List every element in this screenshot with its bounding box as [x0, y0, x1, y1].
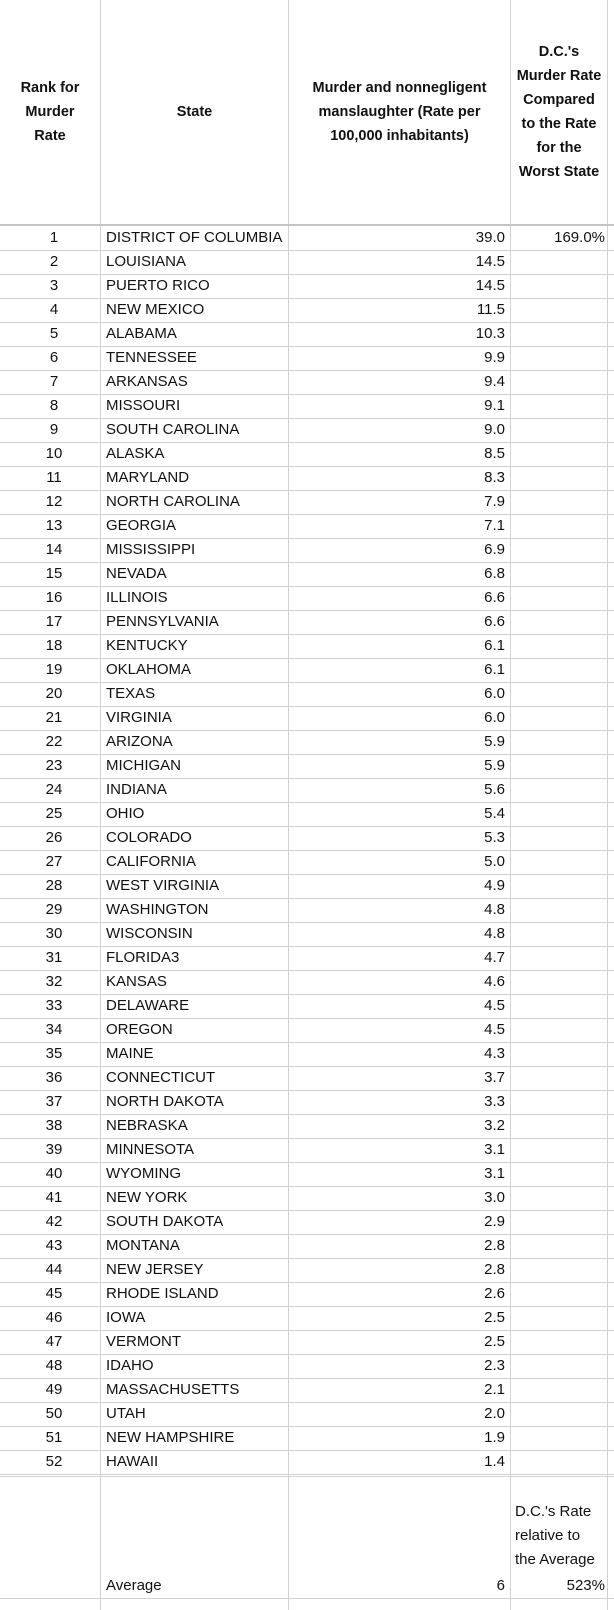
- table-cell-state: VERMONT: [106, 1333, 181, 1350]
- table-cell-rank: 40: [45, 1165, 63, 1182]
- table-cell-rate: 1.4: [484, 1453, 505, 1470]
- summary-value: 6: [496, 1577, 505, 1594]
- table-cell-state: TEXAS: [106, 685, 156, 702]
- table-cell-ratio: [513, 394, 605, 418]
- table-cell-state: WYOMING: [106, 1165, 181, 1182]
- table-cell-rank: 49: [45, 1381, 63, 1398]
- table-cell-rate: 1.9: [484, 1429, 505, 1446]
- table-cell-state: NEBRASKA: [106, 1117, 188, 1134]
- table-cell-ratio: [513, 850, 605, 874]
- table-cell-ratio: 169.0%: [554, 229, 605, 246]
- column-divider: [607, 0, 608, 1610]
- table-cell-state: MONTANA: [106, 1237, 180, 1254]
- row-divider: [0, 1598, 614, 1599]
- table-cell-rank: 24: [45, 781, 63, 798]
- table-cell-state: UTAH: [106, 1405, 146, 1422]
- table-cell-ratio: [513, 274, 605, 298]
- table-cell-rate: 4.9: [484, 877, 505, 894]
- summary-label: Average: [106, 1577, 162, 1594]
- table-cell-rank: 3: [49, 277, 59, 294]
- table-cell-ratio: [513, 418, 605, 442]
- table-cell-state: FLORIDA3: [106, 949, 180, 966]
- table-cell-state: CALIFORNIA: [106, 853, 197, 870]
- table-cell-rank: 51: [45, 1429, 63, 1446]
- table-cell-state: KANSAS: [106, 973, 167, 990]
- table-cell-rate: 3.2: [484, 1117, 505, 1134]
- table-cell-rank: 19: [45, 661, 63, 678]
- table-cell-ratio: [513, 898, 605, 922]
- table-cell-rank: 16: [45, 589, 63, 606]
- table-cell-rate: 3.7: [484, 1069, 505, 1086]
- table-cell-state: OHIO: [106, 805, 145, 822]
- table-cell-rate: 14.5: [475, 277, 505, 294]
- table-cell-rate: 9.4: [484, 373, 505, 390]
- table-cell-rate: 2.3: [484, 1357, 505, 1374]
- table-cell-state: DELAWARE: [106, 997, 190, 1014]
- table-cell-ratio: [513, 1162, 605, 1186]
- table-cell-rank: 18: [45, 637, 63, 654]
- table-cell-rate: 6.6: [484, 613, 505, 630]
- table-cell-ratio: [513, 298, 605, 322]
- table-cell-rate: 5.0: [484, 853, 505, 870]
- column-divider: [100, 0, 101, 1610]
- table-cell-ratio: [513, 922, 605, 946]
- table-cell-rate: 5.9: [484, 757, 505, 774]
- table-cell-rate: 5.3: [484, 829, 505, 846]
- table-cell-rank: 21: [45, 709, 63, 726]
- table-cell-state: ARKANSAS: [106, 373, 188, 390]
- table-cell-state: PUERTO RICO: [106, 277, 210, 294]
- table-cell-rate: 7.9: [484, 493, 505, 510]
- table-cell-rate: 2.8: [484, 1237, 505, 1254]
- table-cell-rank: 46: [45, 1309, 63, 1326]
- header-rank: Rank for Murder Rate: [20, 80, 80, 144]
- table-cell-rate: 2.5: [484, 1309, 505, 1326]
- table-cell-state: SOUTH DAKOTA: [106, 1213, 224, 1230]
- table-cell-ratio: [513, 514, 605, 538]
- table-cell-state: MARYLAND: [106, 469, 190, 486]
- table-cell-rank: 50: [45, 1405, 63, 1422]
- table-cell-state: HAWAII: [106, 1453, 159, 1470]
- table-cell-rate: 9.1: [484, 397, 505, 414]
- table-cell-rate: 4.6: [484, 973, 505, 990]
- table-cell-ratio: [513, 466, 605, 490]
- table-cell-rank: 11: [46, 469, 62, 486]
- table-cell-ratio: [513, 1426, 605, 1450]
- table-cell-ratio: [513, 1042, 605, 1066]
- table-cell-rank: 23: [45, 757, 63, 774]
- table-cell-ratio: [513, 1306, 605, 1330]
- table-cell-ratio: [513, 682, 605, 706]
- table-cell-rate: 4.8: [484, 901, 505, 918]
- table-cell-ratio: [513, 1090, 605, 1114]
- table-cell-rank: 1: [49, 229, 59, 246]
- table-cell-state: ARIZONA: [106, 733, 173, 750]
- table-cell-rank: 47: [45, 1333, 63, 1350]
- table-cell-state: ALABAMA: [106, 325, 177, 342]
- table-cell-rank: 39: [45, 1141, 63, 1158]
- table-cell-ratio: [513, 442, 605, 466]
- table-cell-ratio: [513, 730, 605, 754]
- table-cell-state: COLORADO: [106, 829, 192, 846]
- table-cell-rate: 5.9: [484, 733, 505, 750]
- row-divider: [0, 1476, 614, 1477]
- table-cell-state: DISTRICT OF COLUMBIA: [106, 229, 283, 246]
- table-cell-ratio: [513, 562, 605, 586]
- table-cell-state: INDIANA: [106, 781, 167, 798]
- table-cell-rank: 10: [45, 445, 63, 462]
- table-cell-rate: 5.6: [484, 781, 505, 798]
- table-cell-rank: 8: [49, 397, 59, 414]
- table-cell-state: CONNECTICUT: [106, 1069, 216, 1086]
- table-cell-ratio: [513, 346, 605, 370]
- table-cell-rate: 3.3: [484, 1093, 505, 1110]
- table-cell-rank: 36: [45, 1069, 63, 1086]
- table-cell-rank: 20: [45, 685, 63, 702]
- table-cell-ratio: [513, 1282, 605, 1306]
- table-cell-rate: 2.9: [484, 1213, 505, 1230]
- header-rate: Murder and nonnegligent manslaughter (Rate per 100,000 inhabitants): [312, 80, 487, 144]
- header-state: State: [176, 104, 213, 120]
- table-cell-state: LOUISIANA: [106, 253, 187, 270]
- table-cell-state: MICHIGAN: [106, 757, 181, 774]
- table-cell-ratio: [513, 994, 605, 1018]
- table-cell-state: OKLAHOMA: [106, 661, 192, 678]
- table-cell-state: MASSACHUSETTS: [106, 1381, 240, 1398]
- table-cell-state: NORTH CAROLINA: [106, 493, 240, 510]
- table-cell-rank: 6: [49, 349, 59, 366]
- table-cell-rank: 15: [45, 565, 63, 582]
- table-cell-state: IDAHO: [106, 1357, 154, 1374]
- table-cell-rank: 17: [45, 613, 63, 630]
- table-cell-rank: 48: [45, 1357, 63, 1374]
- table-cell-ratio: [513, 250, 605, 274]
- table-cell-state: WASHINGTON: [106, 901, 209, 918]
- table-cell-rate: 8.5: [484, 445, 505, 462]
- table-cell-ratio: [513, 874, 605, 898]
- table-cell-ratio: [513, 322, 605, 346]
- table-cell-state: MAINE: [106, 1045, 154, 1062]
- table-cell-ratio: [513, 802, 605, 826]
- table-cell-rate: 2.8: [484, 1261, 505, 1278]
- table-cell-rate: 4.3: [484, 1045, 505, 1062]
- table-cell-ratio: [513, 1138, 605, 1162]
- table-cell-ratio: [513, 1018, 605, 1042]
- table-cell-ratio: [513, 754, 605, 778]
- table-cell-rate: 6.8: [484, 565, 505, 582]
- table-cell-rate: 4.5: [484, 997, 505, 1014]
- table-cell-ratio: [513, 610, 605, 634]
- table-cell-rate: 2.6: [484, 1285, 505, 1302]
- table-cell-rate: 39.0: [475, 229, 505, 246]
- table-cell-ratio: [513, 1210, 605, 1234]
- table-cell-rate: 2.0: [484, 1405, 505, 1422]
- table-cell-ratio: [513, 826, 605, 850]
- table-cell-ratio: [513, 634, 605, 658]
- table-cell-rank: 27: [45, 853, 63, 870]
- table-cell-state: RHODE ISLAND: [106, 1285, 219, 1302]
- table-cell-state: KENTUCKY: [106, 637, 188, 654]
- table-cell-rate: 4.5: [484, 1021, 505, 1038]
- header-ratio: D.C.'s Murder Rate Compared to the Rate for the Worst State: [516, 44, 602, 180]
- table-cell-state: ALASKA: [106, 445, 165, 462]
- table-cell-state: GEORGIA: [106, 517, 177, 534]
- table-cell-ratio: [513, 1354, 605, 1378]
- table-cell-rank: 29: [45, 901, 63, 918]
- table-cell-rank: 42: [45, 1213, 63, 1230]
- table-cell-rank: 26: [45, 829, 63, 846]
- table-cell-rank: 4: [49, 301, 59, 318]
- table-cell-ratio: [513, 1258, 605, 1282]
- table-cell-rate: 6.6: [484, 589, 505, 606]
- table-cell-state: MINNESOTA: [106, 1141, 195, 1158]
- table-cell-state: WEST VIRGINIA: [106, 877, 220, 894]
- table-cell-state: SOUTH CAROLINA: [106, 421, 240, 438]
- table-cell-rate: 9.9: [484, 349, 505, 366]
- table-cell-rank: 41: [45, 1189, 63, 1206]
- table-cell-rank: 13: [45, 517, 63, 534]
- table-cell-rate: 10.3: [475, 325, 505, 342]
- table-cell-rate: 2.1: [484, 1381, 505, 1398]
- table-cell-ratio: [513, 1234, 605, 1258]
- table-cell-rate: 6.0: [484, 709, 505, 726]
- table-cell-rank: 14: [45, 541, 63, 558]
- table-cell-rate: 6.1: [484, 637, 505, 654]
- summary-note: D.C.'s Rate relative to the Average: [515, 1503, 595, 1568]
- table-cell-state: TENNESSEE: [106, 349, 197, 366]
- table-cell-state: OREGON: [106, 1021, 173, 1038]
- table-cell-rank: 25: [45, 805, 63, 822]
- table-cell-state: VIRGINIA: [106, 709, 172, 726]
- table-cell-rank: 5: [49, 325, 59, 342]
- table-cell-state: NEW JERSEY: [106, 1261, 204, 1278]
- table-cell-rate: 3.1: [484, 1165, 505, 1182]
- table-cell-rank: 44: [45, 1261, 63, 1278]
- table-cell-state: NEW MEXICO: [106, 301, 205, 318]
- table-cell-ratio: [513, 970, 605, 994]
- column-divider: [510, 0, 511, 1610]
- table-cell-state: NEW HAMPSHIRE: [106, 1429, 235, 1446]
- table-cell-state: PENNSYLVANIA: [106, 613, 219, 630]
- table-cell-rate: 4.8: [484, 925, 505, 942]
- table-cell-state: IOWA: [106, 1309, 146, 1326]
- table-cell-ratio: [513, 946, 605, 970]
- table-cell-rate: 6.1: [484, 661, 505, 678]
- table-cell-ratio: [513, 490, 605, 514]
- table-cell-rank: 45: [45, 1285, 63, 1302]
- table-cell-rank: 7: [49, 373, 59, 390]
- table-cell-rank: 12: [45, 493, 63, 510]
- table-cell-ratio: [513, 658, 605, 682]
- table-cell-ratio: [513, 778, 605, 802]
- row-divider: [0, 1474, 614, 1475]
- table-cell-rank: 35: [45, 1045, 63, 1062]
- table-cell-rank: 32: [45, 973, 63, 990]
- table-cell-rate: 3.1: [484, 1141, 505, 1158]
- table-cell-rank: 33: [45, 997, 63, 1014]
- table-cell-ratio: [513, 706, 605, 730]
- table-cell-rank: 43: [45, 1237, 63, 1254]
- table-cell-rate: 2.5: [484, 1333, 505, 1350]
- table-cell-rate: 14.5: [475, 253, 505, 270]
- table-cell-rank: 2: [49, 253, 59, 270]
- table-cell-state: NEVADA: [106, 565, 167, 582]
- table-cell-state: WISCONSIN: [106, 925, 193, 942]
- table-cell-ratio: [513, 586, 605, 610]
- summary-ratio: 523%: [566, 1577, 605, 1594]
- table-cell-rate: 5.4: [484, 805, 505, 822]
- table-cell-rank: 37: [45, 1093, 63, 1110]
- table-cell-rank: 52: [45, 1453, 63, 1470]
- table-cell-rank: 30: [45, 925, 63, 942]
- table-cell-rate: 6.0: [484, 685, 505, 702]
- table-cell-rank: 28: [45, 877, 63, 894]
- table-cell-ratio: [513, 1378, 605, 1402]
- table-cell-rank: 9: [49, 421, 59, 438]
- table-cell-ratio: [513, 1330, 605, 1354]
- table-cell-state: NEW YORK: [106, 1189, 188, 1206]
- table-cell-ratio: [513, 538, 605, 562]
- table-cell-ratio: [513, 1186, 605, 1210]
- table-cell-ratio: [513, 1402, 605, 1426]
- table-cell-ratio: [513, 1450, 605, 1474]
- table-cell-state: MISSISSIPPI: [106, 541, 196, 558]
- table-cell-ratio: [513, 1114, 605, 1138]
- table-cell-rank: 22: [45, 733, 63, 750]
- table-cell-rate: 8.3: [484, 469, 505, 486]
- table-cell-rate: 7.1: [484, 517, 505, 534]
- table-cell-rank: 38: [45, 1117, 63, 1134]
- table-cell-rank: 34: [45, 1021, 63, 1038]
- table-cell-state: NORTH DAKOTA: [106, 1093, 224, 1110]
- table-cell-ratio: [513, 370, 605, 394]
- table-cell-state: MISSOURI: [106, 397, 181, 414]
- table-cell-ratio: [513, 1066, 605, 1090]
- table-cell-rate: 9.0: [484, 421, 505, 438]
- table-cell-rate: 3.0: [484, 1189, 505, 1206]
- table-cell-rate: 4.7: [484, 949, 505, 966]
- table-cell-state: ILLINOIS: [106, 589, 168, 606]
- table-cell-rate: 6.9: [484, 541, 505, 558]
- table-cell-rate: 11.5: [476, 301, 505, 318]
- table-cell-rank: 31: [45, 949, 63, 966]
